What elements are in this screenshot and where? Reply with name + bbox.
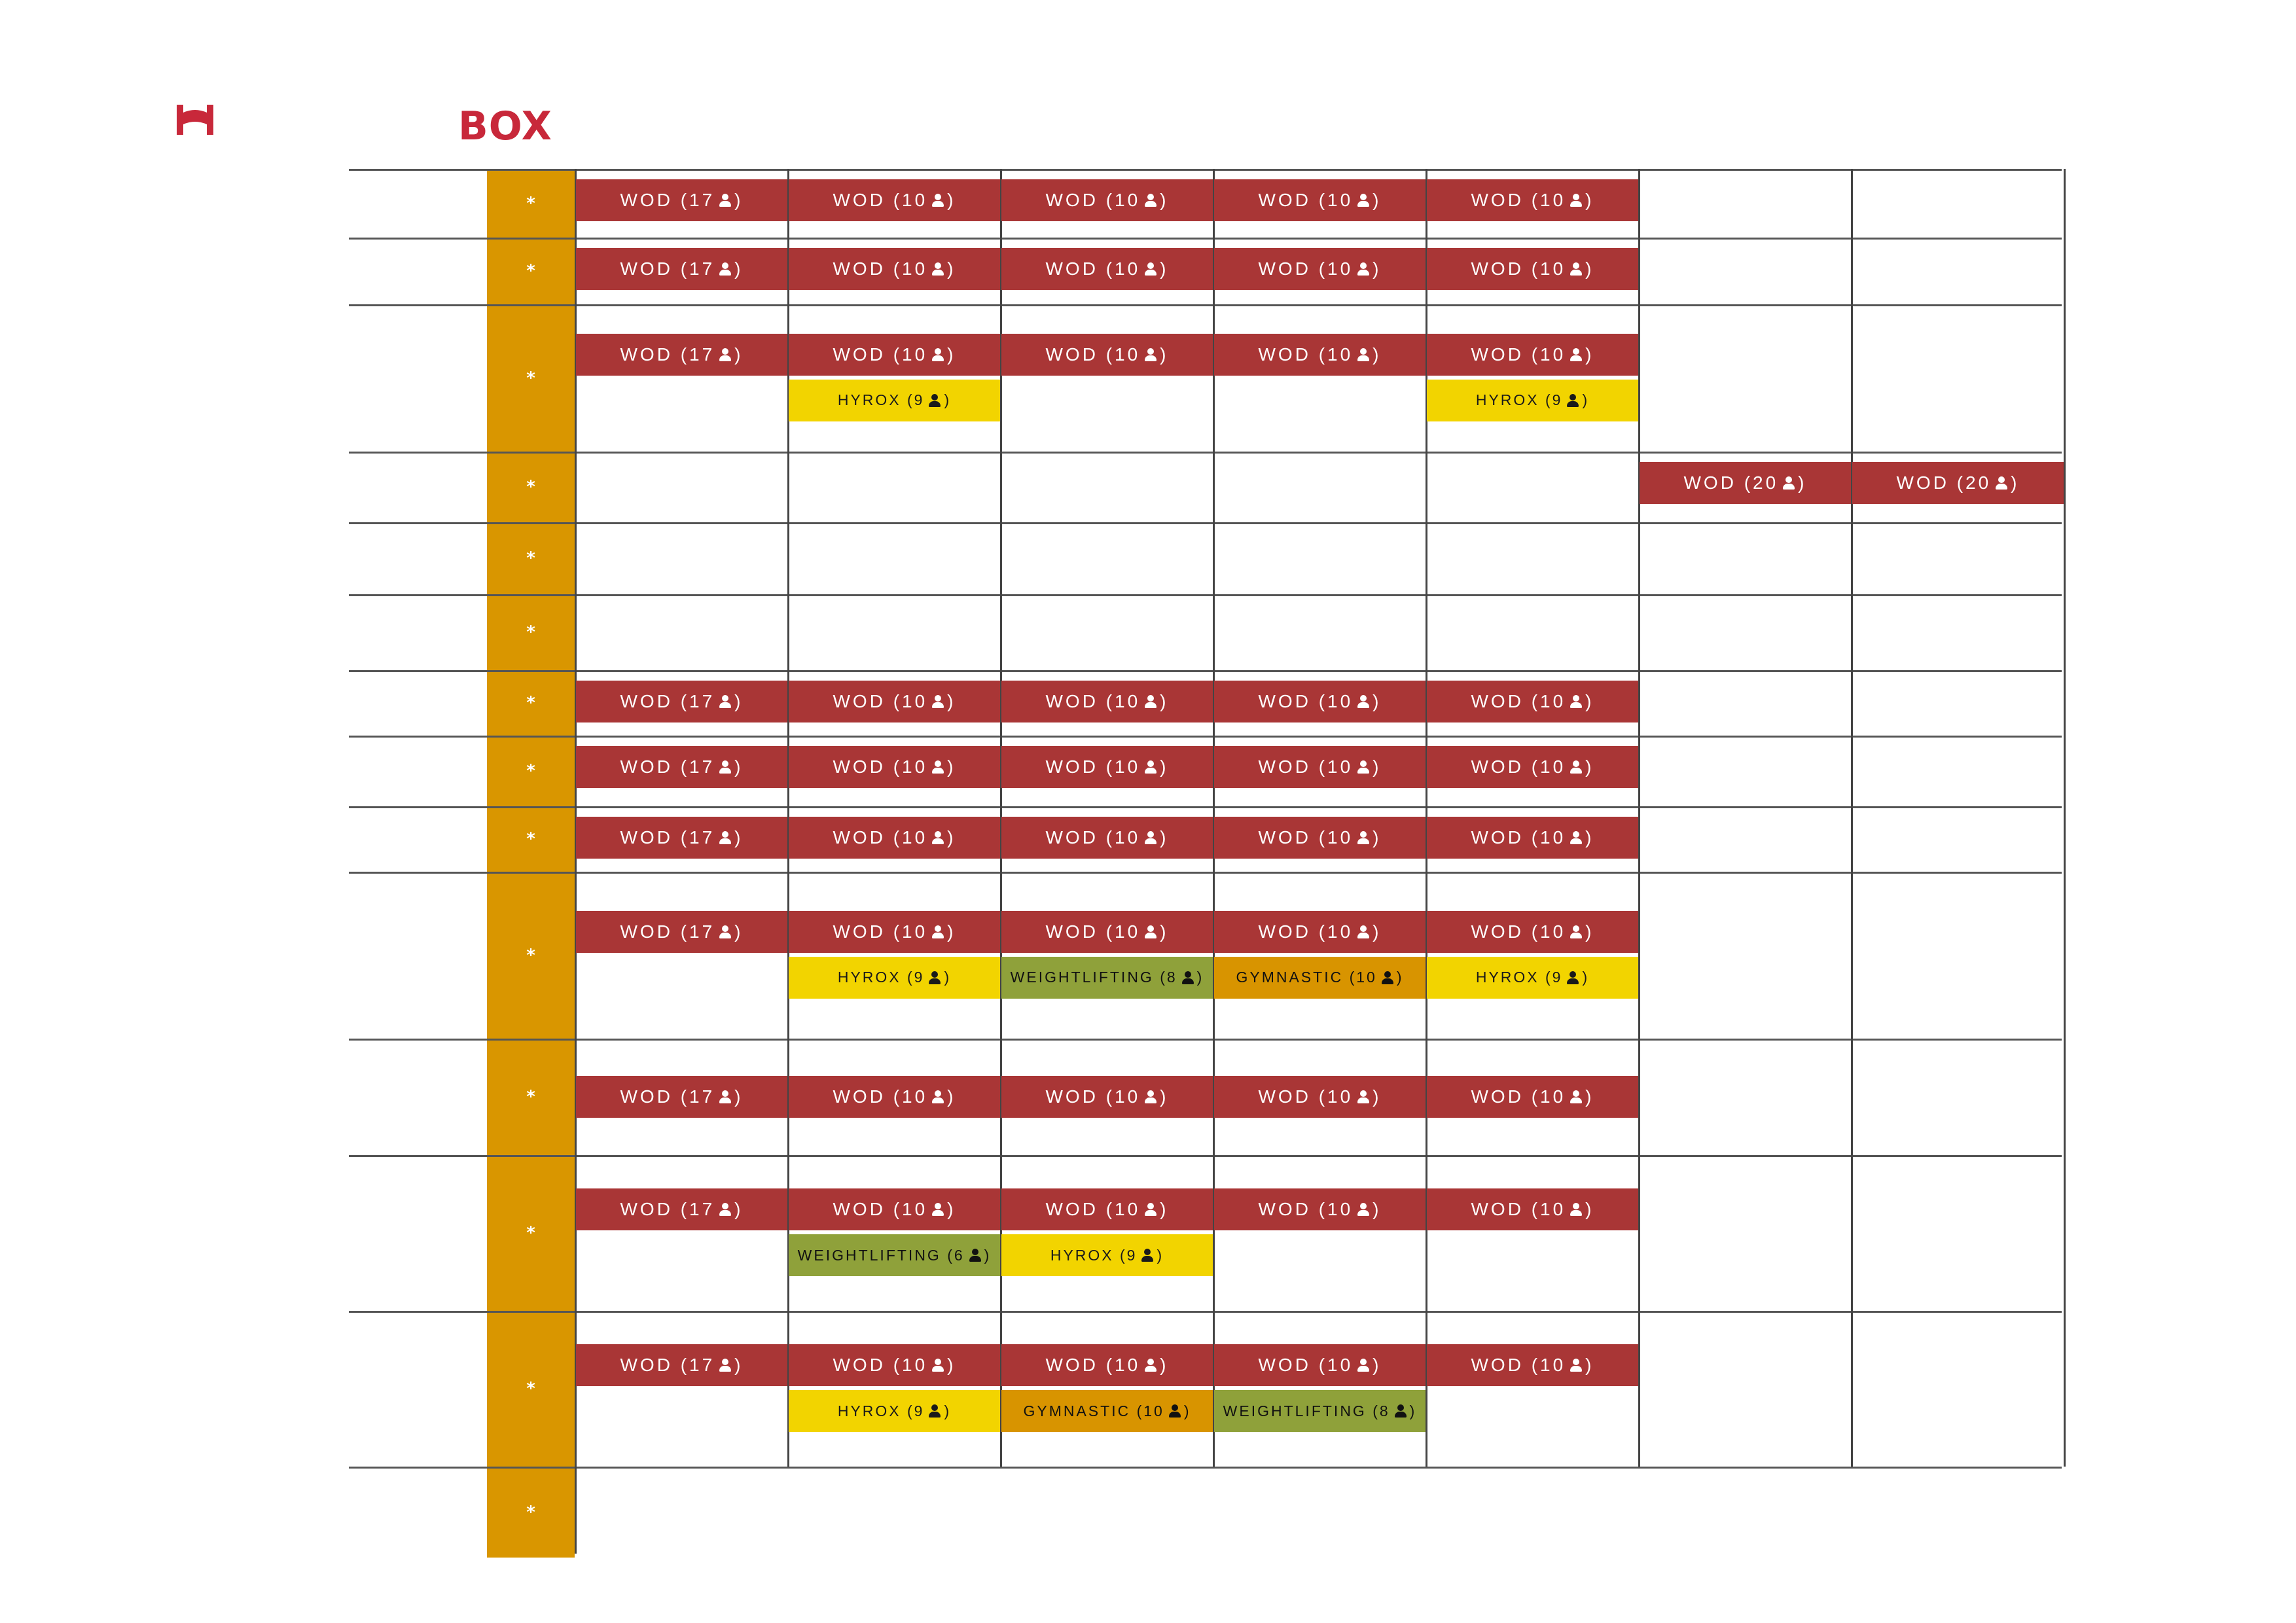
person-icon	[1570, 1090, 1583, 1103]
session-label: WOD (17	[620, 827, 715, 847]
session-label-close: )	[1585, 259, 1594, 279]
session-label-close: )	[1585, 344, 1594, 365]
time-slot-marker: *	[526, 261, 535, 281]
session-label-close: )	[947, 1086, 956, 1107]
time-slot-marker: *	[526, 1379, 535, 1399]
session-wod[interactable]	[576, 817, 787, 859]
session-label: WOD (10	[1258, 190, 1354, 210]
time-slot-marker: *	[526, 945, 535, 965]
person-icon	[1181, 971, 1194, 984]
row-divider	[349, 169, 2062, 171]
session-wod[interactable]	[1214, 1188, 1426, 1230]
person-icon	[1357, 348, 1370, 361]
person-icon	[719, 194, 732, 207]
person-icon	[931, 262, 944, 276]
session-label: WOD (10	[1045, 1199, 1141, 1219]
session-label-close: )	[1372, 344, 1382, 365]
person-icon	[931, 760, 944, 774]
person-icon	[931, 194, 944, 207]
person-icon	[1144, 695, 1157, 708]
session-wod[interactable]	[1214, 1076, 1426, 1118]
session-label: WOD (10	[1258, 1355, 1354, 1375]
person-icon	[719, 262, 732, 276]
time-slot-marker: *	[526, 693, 535, 713]
session-weightlifting[interactable]	[1214, 1390, 1426, 1432]
person-icon	[1357, 760, 1370, 774]
person-icon	[719, 695, 732, 708]
person-icon	[928, 1404, 941, 1418]
row-divider	[349, 736, 2062, 738]
person-icon	[931, 925, 944, 938]
session-label-close: )	[734, 757, 744, 777]
session-label: WOD (10	[1471, 259, 1566, 279]
person-icon	[1570, 925, 1583, 938]
row-divider	[349, 238, 2062, 240]
session-label: WOD (17	[620, 259, 715, 279]
session-wod[interactable]	[1214, 248, 1426, 290]
session-label: WOD (10	[1471, 190, 1566, 210]
session-label: WOD (10	[833, 691, 928, 711]
session-label: WOD (10	[1045, 344, 1141, 365]
person-icon	[1357, 925, 1370, 938]
session-hyrox[interactable]	[789, 1390, 1000, 1432]
session-label-close: )	[947, 921, 956, 942]
row-divider	[349, 806, 2062, 808]
person-icon	[719, 760, 732, 774]
session-label: HYROX (9	[837, 1402, 925, 1419]
person-icon	[931, 1090, 944, 1103]
session-label: WOD (17	[620, 1355, 715, 1375]
session-label-close: )	[947, 757, 956, 777]
session-wod[interactable]	[576, 1344, 787, 1386]
session-label-close: )	[1585, 1355, 1594, 1375]
session-wod[interactable]	[576, 179, 787, 221]
session-label-close: )	[1372, 259, 1382, 279]
session-label-close: )	[944, 1402, 952, 1419]
session-wod[interactable]	[576, 1188, 787, 1230]
session-label: WOD (10	[1471, 921, 1566, 942]
session-label: WOD (10	[833, 190, 928, 210]
session-label-close: )	[1372, 691, 1382, 711]
session-wod[interactable]	[1214, 817, 1426, 859]
row-divider	[349, 1039, 2062, 1041]
session-label-close: )	[734, 1355, 744, 1375]
person-icon	[931, 1359, 944, 1372]
session-wod[interactable]	[576, 911, 787, 953]
session-label: WOD (10	[1045, 827, 1141, 847]
session-wod[interactable]	[576, 681, 787, 722]
session-label-close: )	[1372, 757, 1382, 777]
person-icon	[1570, 831, 1583, 844]
session-label: WOD (10	[1045, 259, 1141, 279]
person-icon	[1570, 348, 1583, 361]
person-icon	[1381, 971, 1394, 984]
session-label-close: )	[734, 691, 744, 711]
session-label-close: )	[1396, 969, 1404, 986]
session-label: WOD (10	[1471, 1355, 1566, 1375]
session-label: WOD (10	[1258, 259, 1354, 279]
person-icon	[719, 925, 732, 938]
person-icon	[1357, 695, 1370, 708]
session-wod[interactable]	[576, 746, 787, 788]
row-divider	[349, 594, 2062, 596]
session-wod[interactable]	[789, 179, 1000, 221]
session-label: WOD (10	[1258, 757, 1354, 777]
time-slot-marker: *	[526, 193, 535, 213]
session-wod[interactable]	[576, 248, 787, 290]
session-label-close: )	[1582, 391, 1590, 408]
session-label: WOD (10	[833, 921, 928, 942]
session-wod[interactable]	[1214, 681, 1426, 722]
session-wod[interactable]	[789, 911, 1000, 953]
session-label-close: )	[734, 827, 744, 847]
session-wod[interactable]	[1427, 746, 1638, 788]
session-hyrox[interactable]	[1427, 380, 1638, 421]
person-icon	[1570, 1359, 1583, 1372]
session-label-close: )	[1160, 827, 1169, 847]
session-wod[interactable]	[789, 1076, 1000, 1118]
session-wod[interactable]	[1427, 179, 1638, 221]
row-divider	[349, 522, 2062, 524]
person-icon	[1357, 1359, 1370, 1372]
page-title: BOX	[458, 103, 552, 149]
session-label: WEIGHTLIFTING (8	[1010, 969, 1177, 986]
session-wod[interactable]	[1852, 462, 2064, 504]
person-icon	[1144, 1203, 1157, 1216]
session-wod[interactable]	[1214, 334, 1426, 376]
session-wod[interactable]	[789, 1188, 1000, 1230]
time-slot-marker: *	[526, 368, 535, 388]
session-label-close: )	[1372, 827, 1382, 847]
person-icon	[1168, 1404, 1181, 1418]
session-label: WOD (10	[833, 344, 928, 365]
person-icon	[1782, 476, 1795, 490]
column-divider	[2064, 169, 2066, 1467]
session-label-close: )	[947, 190, 956, 210]
person-icon	[1144, 194, 1157, 207]
session-label: WOD (17	[620, 1199, 715, 1219]
time-slot-marker: *	[526, 1223, 535, 1243]
session-label-close: )	[1409, 1402, 1417, 1419]
person-icon	[719, 1203, 732, 1216]
row-divider	[349, 452, 2062, 454]
person-icon	[1357, 262, 1370, 276]
session-label: WOD (10	[1045, 1086, 1141, 1107]
session-label-close: )	[1196, 969, 1204, 986]
session-wod[interactable]	[789, 248, 1000, 290]
session-label: WOD (17	[620, 344, 715, 365]
person-icon	[719, 1090, 732, 1103]
session-label-close: )	[947, 827, 956, 847]
session-wod[interactable]	[1214, 746, 1426, 788]
session-label: WOD (10	[833, 827, 928, 847]
session-label-close: )	[1183, 1402, 1191, 1419]
session-label: WOD (10	[833, 259, 928, 279]
session-label: WOD (10	[833, 1355, 928, 1375]
session-label-close: )	[1160, 691, 1169, 711]
session-wod[interactable]	[576, 1076, 787, 1118]
session-wod[interactable]	[1001, 334, 1213, 376]
session-wod[interactable]	[1214, 911, 1426, 953]
session-wod[interactable]	[1427, 817, 1638, 859]
session-hyrox[interactable]	[1001, 1234, 1213, 1276]
session-wod[interactable]	[1001, 1076, 1213, 1118]
person-icon	[1144, 1359, 1157, 1372]
session-label-close: )	[734, 1086, 744, 1107]
session-wod[interactable]	[1427, 911, 1638, 953]
person-icon	[1141, 1249, 1154, 1262]
session-label-close: )	[1585, 1086, 1594, 1107]
person-icon	[1144, 262, 1157, 276]
session-label-close: )	[944, 391, 952, 408]
person-icon	[719, 831, 732, 844]
session-label: HYROX (9	[837, 391, 925, 408]
person-icon	[719, 1359, 732, 1372]
session-label-close: )	[947, 1355, 956, 1375]
session-label: GYMNASTIC (10	[1023, 1402, 1164, 1419]
session-hyrox[interactable]	[1427, 957, 1638, 999]
session-label: WEIGHTLIFTING (6	[797, 1246, 965, 1264]
session-gymnastic[interactable]	[1214, 957, 1426, 999]
session-label: WOD (10	[1258, 344, 1354, 365]
session-label: WOD (10	[1471, 691, 1566, 711]
session-label-close: )	[734, 921, 744, 942]
session-label: WOD (10	[1045, 757, 1141, 777]
session-wod[interactable]	[789, 746, 1000, 788]
person-icon	[1357, 1203, 1370, 1216]
session-wod[interactable]	[1427, 1344, 1638, 1386]
session-wod[interactable]	[1001, 179, 1213, 221]
session-label-close: )	[1372, 921, 1382, 942]
session-label: WOD (10	[1045, 921, 1141, 942]
session-label-close: )	[1372, 1355, 1382, 1375]
person-icon	[1570, 760, 1583, 774]
session-label: WOD (10	[1471, 1086, 1566, 1107]
session-label: WEIGHTLIFTING (8	[1223, 1402, 1390, 1419]
person-icon	[1144, 348, 1157, 361]
time-slot-marker: *	[526, 1087, 535, 1107]
session-label-close: )	[1585, 190, 1594, 210]
row-divider	[349, 872, 2062, 874]
person-icon	[1144, 925, 1157, 938]
session-label-close: )	[1160, 259, 1169, 279]
session-hyrox[interactable]	[789, 380, 1000, 421]
session-wod[interactable]	[1001, 248, 1213, 290]
row-divider	[349, 304, 2062, 306]
session-label: HYROX (9	[1050, 1246, 1138, 1264]
time-slot-marker: *	[526, 548, 535, 568]
session-label: WOD (10	[1471, 827, 1566, 847]
row-divider	[349, 1155, 2062, 1157]
session-label-close: )	[1582, 969, 1590, 986]
session-label: WOD (17	[620, 921, 715, 942]
person-icon	[1570, 695, 1583, 708]
session-label-close: )	[1585, 757, 1594, 777]
person-icon	[931, 348, 944, 361]
session-label: WOD (20	[1896, 473, 1992, 493]
time-slot-marker: *	[526, 829, 535, 849]
session-label-close: )	[1160, 1355, 1169, 1375]
column-divider	[1851, 169, 1853, 1467]
session-label-close: )	[944, 969, 952, 986]
person-icon	[1995, 476, 2008, 490]
person-icon	[928, 971, 941, 984]
person-icon	[931, 695, 944, 708]
session-label: WOD (10	[1258, 1199, 1354, 1219]
session-label-close: )	[1798, 473, 1807, 493]
session-label: WOD (10	[833, 1199, 928, 1219]
session-label: WOD (10	[1258, 827, 1354, 847]
session-label: WOD (10	[1471, 1199, 1566, 1219]
session-wod[interactable]	[1214, 1344, 1426, 1386]
session-label-close: )	[1585, 827, 1594, 847]
session-wod[interactable]	[1640, 462, 1851, 504]
session-label: HYROX (9	[1475, 391, 1563, 408]
session-label: WOD (10	[1045, 691, 1141, 711]
session-wod[interactable]	[1001, 911, 1213, 953]
session-label: WOD (17	[620, 190, 715, 210]
person-icon	[1357, 194, 1370, 207]
session-hyrox[interactable]	[789, 957, 1000, 999]
session-label-close: )	[2011, 473, 2020, 493]
session-label-close: )	[734, 344, 744, 365]
session-label-close: )	[947, 691, 956, 711]
session-wod[interactable]	[789, 817, 1000, 859]
session-label-close: )	[1160, 1199, 1169, 1219]
session-wod[interactable]	[789, 681, 1000, 722]
time-slot-marker: *	[526, 622, 535, 642]
session-label: WOD (20	[1683, 473, 1779, 493]
session-label: WOD (10	[1045, 1355, 1141, 1375]
session-weightlifting[interactable]	[1001, 957, 1213, 999]
session-wod[interactable]	[1427, 681, 1638, 722]
session-label: HYROX (9	[1475, 969, 1563, 986]
person-icon	[1144, 760, 1157, 774]
session-wod[interactable]	[1001, 1188, 1213, 1230]
session-label-close: )	[734, 190, 744, 210]
session-label-close: )	[1160, 1086, 1169, 1107]
session-label-close: )	[947, 259, 956, 279]
session-label-close: )	[734, 259, 744, 279]
session-label-close: )	[1160, 190, 1169, 210]
session-label: WOD (10	[1258, 1086, 1354, 1107]
session-label: WOD (17	[620, 1086, 715, 1107]
session-label-close: )	[1372, 190, 1382, 210]
session-label-close: )	[1157, 1246, 1164, 1264]
session-label-close: )	[1160, 344, 1169, 365]
row-divider	[349, 670, 2062, 672]
person-icon	[1144, 1090, 1157, 1103]
person-icon	[931, 1203, 944, 1216]
session-wod[interactable]	[1001, 746, 1213, 788]
person-icon	[1357, 831, 1370, 844]
session-wod[interactable]	[1427, 248, 1638, 290]
session-label: WOD (17	[620, 691, 715, 711]
column-divider	[1638, 169, 1640, 1467]
time-slot-marker: *	[526, 1502, 535, 1522]
session-label: WOD (10	[1471, 757, 1566, 777]
session-weightlifting[interactable]	[789, 1234, 1000, 1276]
session-label-close: )	[1372, 1199, 1382, 1219]
row-divider	[349, 1467, 2062, 1469]
session-label-close: )	[1372, 1086, 1382, 1107]
session-label: WOD (10	[1471, 344, 1566, 365]
person-icon	[1570, 194, 1583, 207]
session-label: WOD (17	[620, 757, 715, 777]
session-label-close: )	[1160, 921, 1169, 942]
row-divider	[349, 1311, 2062, 1313]
session-wod[interactable]	[789, 334, 1000, 376]
time-slot-marker: *	[526, 477, 535, 497]
session-label-close: )	[734, 1199, 744, 1219]
session-label-close: )	[1585, 921, 1594, 942]
person-icon	[1566, 971, 1579, 984]
person-icon	[1394, 1404, 1407, 1418]
person-icon	[928, 394, 941, 407]
session-label: WOD (10	[833, 1086, 928, 1107]
person-icon	[1144, 831, 1157, 844]
session-wod[interactable]	[1427, 334, 1638, 376]
person-icon	[1357, 1090, 1370, 1103]
session-wod[interactable]	[1001, 817, 1213, 859]
person-icon	[969, 1249, 982, 1262]
session-wod[interactable]	[1214, 179, 1426, 221]
person-icon	[1570, 262, 1583, 276]
person-icon	[719, 348, 732, 361]
session-label-close: )	[1160, 757, 1169, 777]
session-label-close: )	[1585, 1199, 1594, 1219]
session-gymnastic[interactable]	[1001, 1390, 1213, 1432]
person-icon	[1566, 394, 1579, 407]
session-label: WOD (10	[1258, 691, 1354, 711]
session-label: GYMNASTIC (10	[1236, 969, 1377, 986]
person-icon	[1570, 1203, 1583, 1216]
session-wod[interactable]	[1001, 1344, 1213, 1386]
session-label-close: )	[1585, 691, 1594, 711]
person-icon	[931, 831, 944, 844]
session-label: WOD (10	[1045, 190, 1141, 210]
session-label-close: )	[984, 1246, 992, 1264]
session-label-close: )	[947, 1199, 956, 1219]
session-label: WOD (10	[833, 757, 928, 777]
session-wod[interactable]	[576, 334, 787, 376]
session-label: WOD (10	[1258, 921, 1354, 942]
session-wod[interactable]	[1427, 1188, 1638, 1230]
session-label: HYROX (9	[837, 969, 925, 986]
session-label-close: )	[947, 344, 956, 365]
session-wod[interactable]	[1001, 681, 1213, 722]
session-wod[interactable]	[789, 1344, 1000, 1386]
time-slot-marker: *	[526, 761, 535, 781]
session-wod[interactable]	[1427, 1076, 1638, 1118]
